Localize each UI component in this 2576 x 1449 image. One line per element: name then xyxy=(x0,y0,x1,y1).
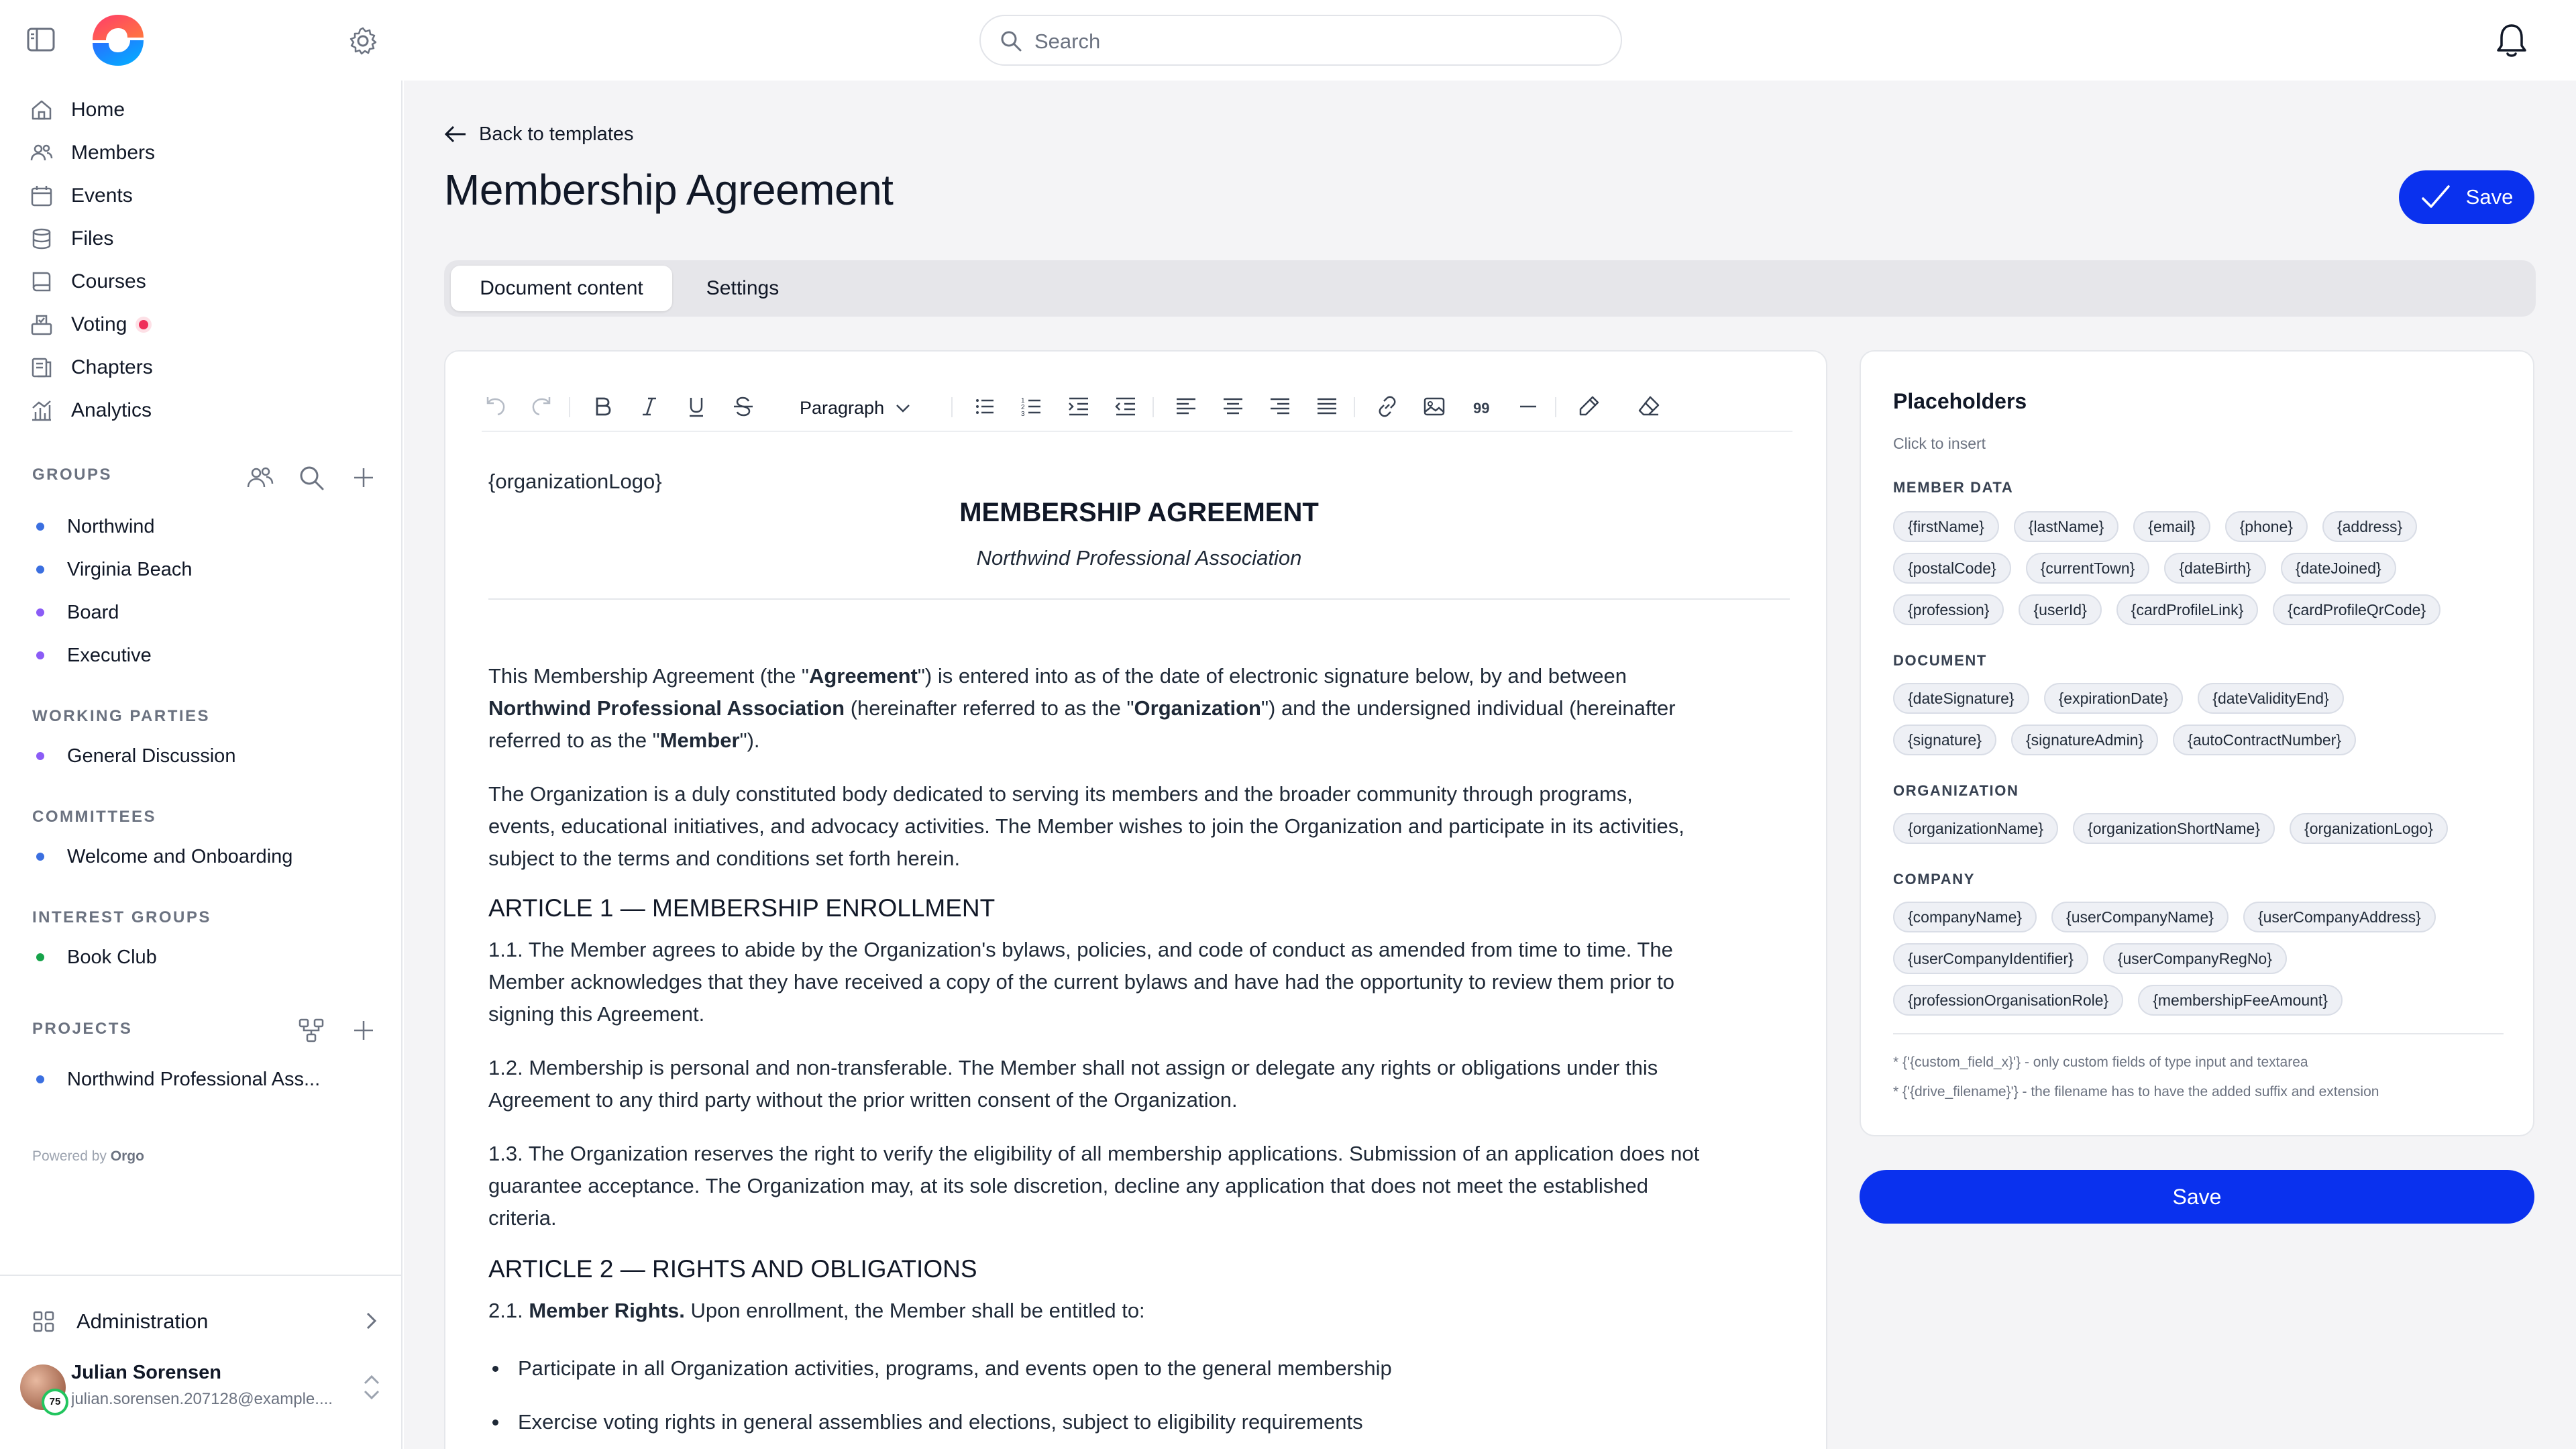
placeholder-chip[interactable]: {cardProfileQrCode} xyxy=(2273,594,2440,625)
committees-heading: COMMITTEES xyxy=(32,808,156,826)
app-logo[interactable] xyxy=(89,11,148,70)
clause-2-1 xyxy=(488,1295,1790,1327)
sidebar-group-item[interactable] xyxy=(36,594,358,631)
user-profile[interactable] xyxy=(20,1360,382,1434)
sidebar-item-label: Analytics xyxy=(71,399,152,421)
save-label: Save xyxy=(2465,185,2514,209)
sidebar-group-item[interactable] xyxy=(36,838,358,875)
company-heading: COMPANY xyxy=(1893,871,1976,888)
back-label: Back to templates xyxy=(479,123,634,145)
sidebar-item-label: Members xyxy=(71,142,156,164)
sidebar-item-events[interactable] xyxy=(30,176,378,216)
placeholder-chip[interactable]: {membershipFeeAmount} xyxy=(2138,985,2343,1016)
highlight-pen-icon[interactable] xyxy=(1575,393,1602,420)
text-run: "). xyxy=(739,729,760,752)
chip-row xyxy=(1893,511,2417,542)
text-line: Agreement to any third party without the prior written consent of the Organization. xyxy=(488,1088,1238,1112)
chevron-updown-icon[interactable] xyxy=(361,1371,382,1403)
powered-by-prefix: Powered by xyxy=(32,1148,107,1164)
database-icon xyxy=(30,227,54,251)
voting-icon xyxy=(30,313,54,337)
group-label: Book Club xyxy=(67,946,157,968)
text-run-bold: Northwind Professional Association xyxy=(488,696,845,720)
book-icon xyxy=(30,270,54,294)
redo-icon[interactable] xyxy=(529,393,555,420)
top-bar xyxy=(0,0,2576,80)
text-line: 1.2. Membership is personal and non-transferable. The Member shall not assign or delegate any rights or obligations under this xyxy=(488,1056,1658,1079)
search-placeholder: Search xyxy=(1034,30,1101,53)
text-line: 1.3. The Organization reserves the right to verify the eligibility of all membership applications. Submission of an application does not xyxy=(488,1142,1700,1165)
powered-by xyxy=(32,1148,144,1165)
placeholder-chip[interactable]: {postalCode} xyxy=(1893,553,2011,584)
chip-row xyxy=(1893,724,2356,755)
toolbar-divider xyxy=(951,397,953,417)
sidebar-item-files[interactable] xyxy=(30,219,378,259)
chevron-right-icon xyxy=(361,1311,381,1331)
placeholder-chip[interactable]: {phone} xyxy=(2225,511,2308,542)
eraser-icon[interactable] xyxy=(1635,393,1662,420)
placeholder-chip[interactable]: {userCompanyRegNo} xyxy=(2103,943,2287,974)
analytics-icon xyxy=(30,398,54,423)
placeholder-chip[interactable]: {dateBirth} xyxy=(2164,553,2265,584)
undo-icon[interactable] xyxy=(482,393,508,420)
page-title: Membership Agreement xyxy=(444,166,894,214)
administration-label: Administration xyxy=(76,1309,209,1333)
strikethrough-icon[interactable] xyxy=(730,393,757,420)
text-run: 2.1. xyxy=(488,1299,529,1322)
sidebar-toggle-icon[interactable] xyxy=(27,27,55,52)
group-label: General Discussion xyxy=(67,745,236,767)
powered-by-brand: Orgo xyxy=(110,1148,144,1164)
align-right-icon[interactable] xyxy=(1267,393,1293,420)
sidebar-item-home[interactable] xyxy=(30,90,378,130)
members-icon xyxy=(30,141,54,165)
text-run-bold: Organization xyxy=(1134,696,1261,720)
list-item: Participate in all Organization activities, programs, and events open to the general membership xyxy=(518,1352,1779,1385)
group-color-dot xyxy=(36,651,44,659)
administration-item[interactable] xyxy=(32,1303,381,1340)
horizontal-rule xyxy=(488,598,1790,600)
group-label: Board xyxy=(67,601,119,623)
chip-row xyxy=(1893,553,2396,584)
tab-document-content[interactable]: Document content xyxy=(451,266,672,311)
placeholders-panel xyxy=(1860,350,2534,1136)
sidebar-group-item[interactable] xyxy=(36,938,358,976)
sidebar-group-item[interactable] xyxy=(36,551,358,588)
group-color-dot xyxy=(36,608,44,616)
sidebar-divider xyxy=(0,1275,402,1276)
toolbar-divider xyxy=(1555,397,1556,417)
placeholder-chip[interactable]: {organizationName} xyxy=(1893,813,2058,844)
group-search-icon[interactable] xyxy=(297,463,326,492)
text-run: ") is entered into as of the date of electronic signature below, by and between xyxy=(917,664,1627,688)
group-label: Welcome and Onboarding xyxy=(67,845,293,867)
interest-groups-heading: INTEREST GROUPS xyxy=(32,908,211,926)
svg-text:3: 3 xyxy=(1021,411,1025,418)
text-line: criteria. xyxy=(488,1206,557,1230)
sidebar-item-label: Voting xyxy=(71,313,127,335)
align-left-icon[interactable] xyxy=(1173,393,1199,420)
clause-1-3 xyxy=(488,1138,1790,1234)
placeholder-chip[interactable]: {userCompanyAddress} xyxy=(2243,902,2436,932)
link-icon[interactable] xyxy=(1374,393,1401,420)
user-email: julian.sorensen.207128@example.... xyxy=(71,1390,333,1408)
bold-icon[interactable] xyxy=(589,393,616,420)
placeholder-chip[interactable]: {expirationDate} xyxy=(2044,683,2184,714)
text-run-bold: Agreement xyxy=(808,664,918,688)
placeholders-note: * {'{drive_filename}'} - the filename has to have the added suffix and extension xyxy=(1893,1084,2379,1099)
text-line: subject to the terms and conditions set forth herein. xyxy=(488,847,961,870)
back-to-templates-link[interactable] xyxy=(444,121,634,148)
sidebar-group-item[interactable] xyxy=(36,637,358,674)
group-color-dot xyxy=(36,853,44,861)
logo-placeholder: {organizationLogo} xyxy=(488,470,662,493)
text-run: This Membership Agreement (the " xyxy=(488,664,809,688)
notification-dot xyxy=(139,320,148,329)
numbered-list-icon[interactable] xyxy=(1018,393,1045,420)
sidebar-item-analytics[interactable] xyxy=(30,390,378,431)
placeholders-subtitle: Click to insert xyxy=(1893,435,1986,452)
calendar-icon xyxy=(30,184,54,208)
user-name: Julian Sorensen xyxy=(71,1362,222,1383)
list-item: Exercise voting rights in general assemblies and elections, subject to eligibility requirements xyxy=(518,1406,1779,1438)
chip-row xyxy=(1893,985,2343,1016)
article-1-heading: ARTICLE 1 — MEMBERSHIP ENROLLMENT xyxy=(488,894,996,922)
main-content xyxy=(404,80,2576,1449)
svg-text:99: 99 xyxy=(1473,400,1490,417)
clause-1-2 xyxy=(488,1052,1790,1116)
chip-row xyxy=(1893,594,2440,625)
placeholders-title: Placeholders xyxy=(1893,389,2027,413)
document-heading-label: DOCUMENT xyxy=(1893,652,1987,669)
sidebar-item-courses[interactable] xyxy=(30,262,378,302)
placeholder-chip[interactable]: {email} xyxy=(2133,511,2210,542)
placeholder-chip[interactable]: {autoContractNumber} xyxy=(2173,724,2356,755)
groups-heading: GROUPS xyxy=(32,466,113,484)
paragraph-dropdown[interactable] xyxy=(800,394,912,421)
toolbar-divider xyxy=(1152,397,1154,417)
tab-bar xyxy=(444,260,2536,317)
tab-settings[interactable]: Settings xyxy=(706,277,780,299)
placeholder-chip[interactable]: {profession} xyxy=(1893,594,2004,625)
chip-row xyxy=(1893,813,2448,844)
sidebar-group-item[interactable] xyxy=(36,737,358,775)
search-input[interactable] xyxy=(979,15,1622,66)
purpose-paragraph xyxy=(488,778,1790,875)
text-run: Upon enrollment, the Member shall be entitled to: xyxy=(684,1299,1145,1322)
sidebar-item-chapters[interactable] xyxy=(30,347,378,388)
document-heading: MEMBERSHIP AGREEMENT xyxy=(959,498,1319,527)
chevron-down-icon xyxy=(894,398,912,417)
italic-icon[interactable] xyxy=(636,393,663,420)
group-color-dot xyxy=(36,953,44,961)
text-line: The Organization is a duly constituted body dedicated to serving its members and the broader community through programs, xyxy=(488,782,1633,806)
align-justify-icon[interactable] xyxy=(1313,393,1340,420)
sidebar-item-label: Chapters xyxy=(71,356,153,378)
placeholder-chip[interactable]: {address} xyxy=(2322,511,2417,542)
avatar-progress-badge: 75 xyxy=(42,1389,68,1415)
text-line: 1.1. The Member agrees to abide by the Organization's bylaws, policies, and code of conduct as amended from time to time. The xyxy=(488,938,1673,961)
article-2-heading: ARTICLE 2 — RIGHTS AND OBLIGATIONS xyxy=(488,1255,977,1283)
notification-bell-icon[interactable] xyxy=(2494,21,2529,59)
text-run: (hereinafter referred to as the " xyxy=(845,696,1134,720)
text-line: Member acknowledges that they have received a copy of the current bylaws and have had the opportunity to review them prior to xyxy=(488,970,1674,994)
underline-icon[interactable] xyxy=(683,393,710,420)
group-color-dot xyxy=(36,566,44,574)
text-run: ") and the undersigned individual (hereinafter xyxy=(1261,696,1676,720)
placeholder-chip[interactable]: {userCompanyIdentifier} xyxy=(1893,943,2088,974)
chip-row xyxy=(1893,943,2287,974)
placeholders-note: * {'{custom_field_x}'} - only custom fields of type input and textarea xyxy=(1893,1055,2308,1070)
text-line: guarantee acceptance. The Organization may, at its sole discretion, decline any application that does not meet the established xyxy=(488,1174,1649,1197)
sidebar-item-label: Home xyxy=(71,99,125,121)
editor-toolbar xyxy=(482,389,1792,432)
placeholder-chip[interactable]: {signatureAdmin} xyxy=(2011,724,2158,755)
sidebar-item-label: Events xyxy=(71,184,133,207)
toolbar-divider xyxy=(569,397,570,417)
checkmark-icon xyxy=(2420,184,2451,211)
svg-text:1: 1 xyxy=(1021,397,1025,405)
quote-icon[interactable] xyxy=(1468,393,1495,420)
placeholder-chip[interactable]: {dateSignature} xyxy=(1893,683,2029,714)
group-label: Executive xyxy=(67,644,152,666)
settings-gear-icon[interactable] xyxy=(347,25,378,56)
paragraph-label: Paragraph xyxy=(800,397,885,418)
placeholder-chip[interactable]: {firstName} xyxy=(1893,511,1999,542)
organization-heading: ORGANIZATION xyxy=(1893,782,2019,799)
add-group-icon[interactable] xyxy=(349,463,378,492)
projects-heading: PROJECTS xyxy=(32,1020,133,1038)
placeholder-chip[interactable]: {dateValidityEnd} xyxy=(2198,683,2344,714)
working-parties-heading: WORKING PARTIES xyxy=(32,707,211,725)
text-run-bold: Member Rights. xyxy=(529,1299,685,1322)
sidebar xyxy=(0,80,402,1449)
horizontal-rule-icon[interactable] xyxy=(1515,393,1542,420)
save-button[interactable] xyxy=(2399,170,2534,224)
group-color-dot xyxy=(36,523,44,531)
document-editor[interactable] xyxy=(444,350,1827,1449)
chapters-icon xyxy=(30,356,54,380)
text-line: events, educational initiatives, and advocacy activities. The Member wishes to join the Organization and participate in its activities, xyxy=(488,814,1684,838)
placeholder-chip[interactable]: {userCompanyName} xyxy=(2051,902,2229,932)
member-data-heading: MEMBER DATA xyxy=(1893,479,2014,496)
align-center-icon[interactable] xyxy=(1220,393,1246,420)
indent-icon[interactable] xyxy=(1065,393,1092,420)
sidebar-item-members[interactable] xyxy=(30,133,378,173)
text-line: signing this Agreement. xyxy=(488,1002,705,1026)
placeholder-chip[interactable]: {currentTown} xyxy=(2026,553,2150,584)
add-project-icon[interactable] xyxy=(349,1016,378,1045)
sidebar-item-voting[interactable] xyxy=(30,305,378,345)
bullet-list-icon[interactable] xyxy=(971,393,998,420)
chip-row xyxy=(1893,683,2344,714)
placeholder-chip[interactable]: {companyName} xyxy=(1893,902,2037,932)
group-color-dot xyxy=(36,752,44,760)
group-color-dot xyxy=(36,1075,44,1083)
placeholders-divider xyxy=(1893,1033,2504,1034)
text-run-bold: Member xyxy=(659,729,740,752)
project-structure-icon[interactable] xyxy=(297,1016,326,1045)
placeholder-chip[interactable]: {professionOrganisationRole} xyxy=(1893,985,2123,1016)
group-label: Northwind Professional Ass... xyxy=(67,1068,321,1090)
text-run: referred to as the " xyxy=(488,729,660,752)
placeholder-chip[interactable]: {organizationLogo} xyxy=(2290,813,2448,844)
save-button-large[interactable]: Save xyxy=(1860,1170,2534,1224)
sidebar-group-item[interactable] xyxy=(36,508,358,545)
svg-text:2: 2 xyxy=(1021,404,1025,411)
group-label: Northwind xyxy=(67,515,155,537)
group-label: Virginia Beach xyxy=(67,558,193,580)
placeholder-chip[interactable]: {lastName} xyxy=(2014,511,2119,542)
document-subheading: Northwind Professional Association xyxy=(976,546,1302,570)
intro-paragraph xyxy=(488,660,1790,757)
placeholder-chip[interactable]: {signature} xyxy=(1893,724,1996,755)
toolbar-divider xyxy=(1354,397,1355,417)
placeholder-chip[interactable]: {organizationShortName} xyxy=(2073,813,2275,844)
sidebar-item-label: Courses xyxy=(71,270,146,292)
chip-row xyxy=(1893,902,2436,932)
image-icon[interactable] xyxy=(1421,393,1448,420)
sidebar-group-item[interactable] xyxy=(36,1061,358,1098)
group-members-icon[interactable] xyxy=(246,463,275,492)
placeholder-chip[interactable]: {cardProfileLink} xyxy=(2116,594,2259,625)
grid-icon xyxy=(32,1310,55,1333)
arrow-left-icon xyxy=(444,124,467,144)
placeholder-chip[interactable]: {userId} xyxy=(2019,594,2101,625)
outdent-icon[interactable] xyxy=(1112,393,1139,420)
placeholder-chip[interactable]: {dateJoined} xyxy=(2281,553,2396,584)
home-icon xyxy=(30,98,54,122)
search-icon xyxy=(1000,30,1022,52)
clause-1-1 xyxy=(488,934,1790,1030)
sidebar-item-label: Files xyxy=(71,227,114,250)
